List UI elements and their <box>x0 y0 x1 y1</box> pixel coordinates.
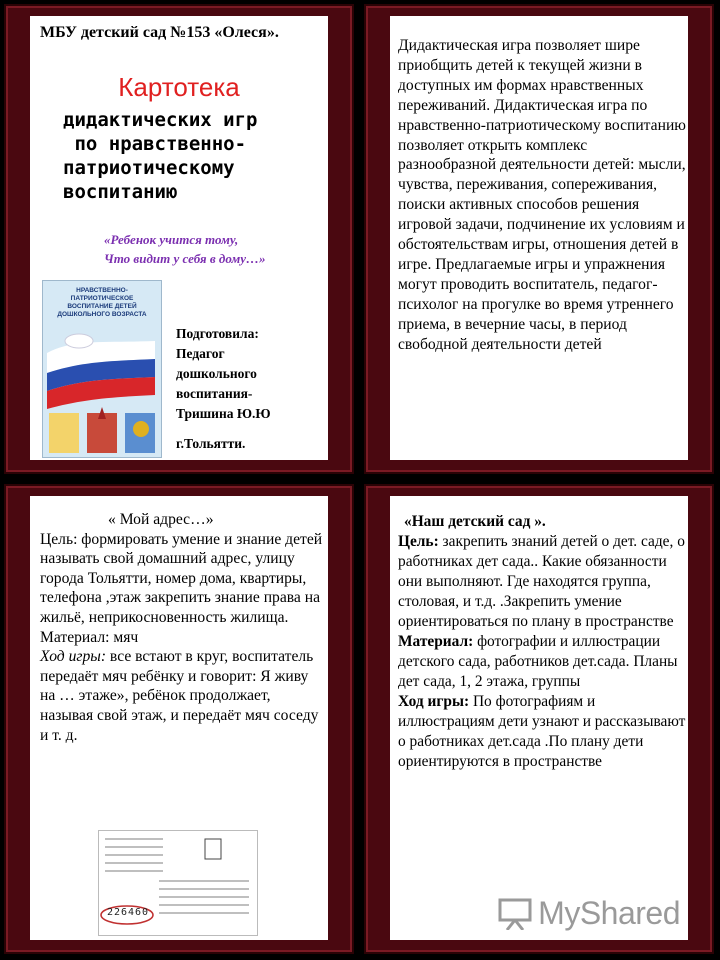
game-title: «Наш детский сад ». <box>404 513 546 530</box>
card-game-our-kindergarten-content <box>390 496 688 940</box>
book-cover-illustration <box>43 281 161 457</box>
card-title-page-content <box>30 16 328 460</box>
game-title: « Мой адрес…» <box>108 511 214 528</box>
game-material-label: Материал: <box>398 633 474 650</box>
watermark <box>496 895 680 932</box>
game-course-text: все встают в круг, воспитатель передаёт мяч ребёнку и говорит: Я живу на … этаже», ребёнок продолжает, называя свой этаж, и передаёт мяч соседу и т. д. <box>40 648 319 744</box>
organization-name: МБУ детский сад №153 «Олеся». <box>40 24 279 41</box>
game-material: Материал: мяч <box>40 628 139 646</box>
watermark-text: MyShared <box>538 895 680 931</box>
card-game-our-kindergarten <box>364 484 714 954</box>
game-goal-text: закрепить знаний детей о дет. саде, о работниках дет сада.. Какие обязанности они выполняют. Где находятся группа, столовая, и т.д. .Закрепить умение ориентироваться по плану в пространстве <box>398 533 685 630</box>
card-introduction-content <box>390 16 688 460</box>
book-cover-image <box>42 280 162 458</box>
envelope-lines <box>99 831 257 935</box>
game-course-label: Ход игры: <box>40 648 107 666</box>
epigraph-quote: «Ребенок учится тому, Что видит у себя в дому…» <box>104 232 266 266</box>
page-title: Картотека <box>118 72 240 102</box>
introduction-text: Дидактическая игра позволяет шире приобщить детей к текущей жизни в доступных им формах нравственных переживаний. Дидактическая игра по нравственно-патриотическому воспитанию позволяет открыть комплекс разнообразной деятельности детей: мысли, чувства, переживания, сопереживания, поиски активных способов решения игровой задачи, подчинение их условиям и обстоятельствам игры, отношения детей в игре. Предлагаемые игры и упражнения могут проводить воспитатель, педагог-психолог на прогулке во время утреннего приема, в вечерние часы, в период свободной деятельности детей <box>398 37 686 353</box>
card-title-page <box>4 4 354 474</box>
card-game-my-address <box>4 484 354 954</box>
card-game-my-address-content <box>30 496 328 940</box>
postal-code: 226460 <box>106 907 150 918</box>
book-cover-title: НРАВСТВЕННО-ПАТРИОТИЧЕСКОЕ ВОСПИТАНИЕ ДЕТЕЙ ДОШКОЛЬНОГО ВОЗРАСТА <box>57 287 147 318</box>
game-goal <box>398 532 686 632</box>
game-material <box>398 632 686 692</box>
game-course <box>398 692 686 772</box>
page-subtitle: дидактических игр по нравственно- патриотическому воспитанию <box>63 109 258 203</box>
game-course <box>40 647 324 745</box>
game-goal-label: Цель: <box>398 533 439 550</box>
game-goal: Цель: формировать умение и знание детей называть свой домашний адрес, улицу города Тольятти, номер дома, квартиры, телефона ,этаж закрепить знание права на жильё, неприкосновенность жилища. <box>40 530 323 626</box>
game-description <box>398 512 686 772</box>
card-introduction <box>364 4 714 474</box>
game-course-label: Ход игры: <box>398 693 470 710</box>
game-course-text: По фотографиям и иллюстрациям дети узнают и рассказывают о работниках дет.сада .По плану дети ориентируются в пространстве <box>398 693 686 770</box>
presentation-icon <box>496 896 536 930</box>
game-material-text: фотографии и иллюстрации детского сада, работников дет.сада. Планы дет сада, 1, 2 этажа, группы <box>398 633 678 690</box>
game-description <box>40 510 324 745</box>
city-name: г.Тольятти. <box>176 436 246 451</box>
prepared-by: Подготовила: Педагог дошкольного воспитания- Тришина Ю.Ю <box>176 326 271 421</box>
envelope-image <box>98 830 258 936</box>
